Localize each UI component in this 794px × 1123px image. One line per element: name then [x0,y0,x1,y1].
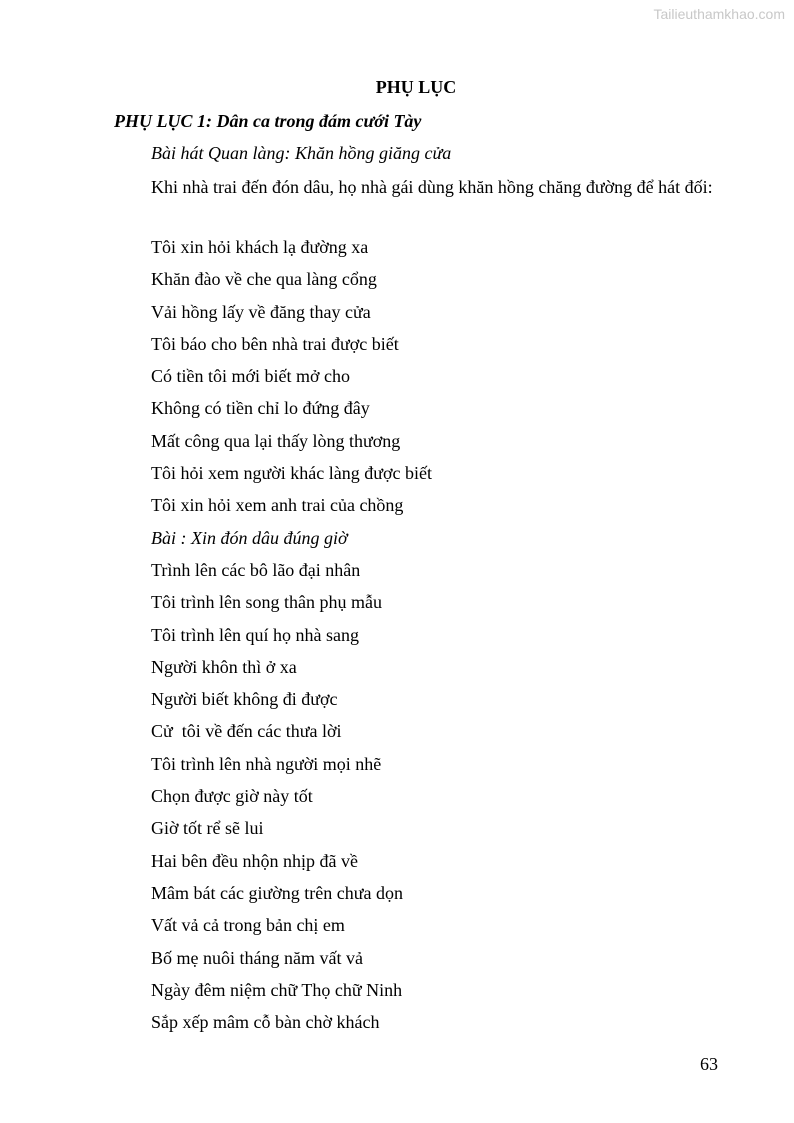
song-line: Vải hồng lấy về đăng thay cửa [151,301,371,322]
song-line: Bố mẹ nuôi tháng năm vất vả [151,947,363,968]
song-line: Trình lên các bô lão đại nhân [151,559,361,580]
song-line: Có tiền tôi mới biết mở cho [151,366,351,387]
song-title: Bài hát Quan làng: Khăn hồng giăng cửa [151,143,452,163]
song-lines [151,236,432,1043]
song-line: Cử tôi về đến các thưa lời [151,721,342,742]
song-line: Khăn đào về che qua làng cổng [151,269,377,290]
song-line: Tôi trình lên song thân phụ mẫu [151,592,382,613]
song-line: Giờ tốt rể sẽ lui [151,818,264,839]
song-line: Tôi báo cho bên nhà trai được biết [151,333,399,354]
song-line: Tôi trình lên nhà người mọi nhẽ [151,753,382,774]
song-line: Người biết không đi được [151,689,338,710]
song-line: Mất công qua lại thấy lòng thương [151,430,401,451]
song-line: Không có tiền chỉ lo đứng đây [151,398,370,419]
page-title: PHỤ LỤC [375,77,457,97]
watermark: Tailieuthamkhao.com [653,6,785,22]
song-line: Hai bên đều nhộn nhịp đã về [151,850,358,871]
appendix-title: PHỤ LỤC 1: Dân ca trong đám cưới Tày [114,111,422,131]
song-line: Mâm bát các giường trên chưa dọn [151,882,403,903]
song-line: Vất vả cả trong bản chị em [151,915,345,936]
song-line: Ngày đêm niệm chữ Thọ chữ Ninh [151,979,403,1000]
page-number: 63 [700,1054,718,1074]
song-line: Tôi hỏi xem người khác làng được biết [151,463,432,484]
song-line: Tôi xin hỏi khách lạ đường xa [151,237,369,257]
song-line: Sắp xếp mâm cỗ bàn chờ khách [151,1012,380,1033]
intro-paragraph: Khi nhà trai đến đón dâu, họ nhà gái dùng khăn hồng chăng đường để hát đối: [151,177,713,197]
song-line: Chọn được giờ này tốt [151,786,313,807]
song2-title: Bài : Xin đón dâu đúng giờ [151,527,348,548]
song-line: Tôi xin hỏi xem anh trai của chồng [151,495,404,516]
song-line: Tôi trình lên quí họ nhà sang [151,624,359,645]
song-line: Người khôn thì ở xa [151,656,297,677]
